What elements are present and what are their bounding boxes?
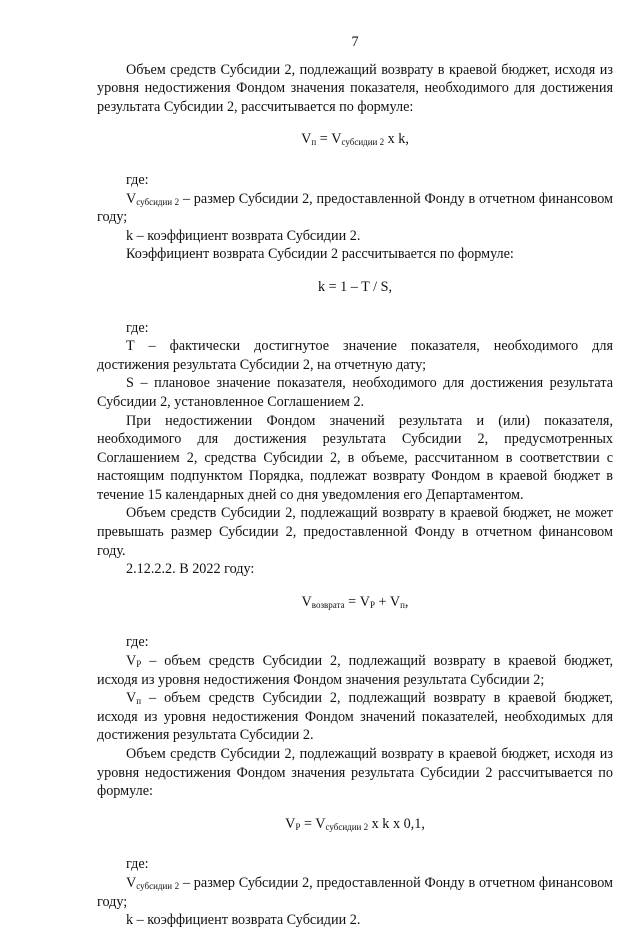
formula-vp: $V_п = V_{субсидии 2}$ x k, [301, 131, 409, 148]
definition-k: k – коэффициент возврата Субсидии 2. [126, 227, 361, 244]
definition-s: S – плановое значение показателя, необходимого для достижения результата Субсидии 2, установленное Соглашением 2. [97, 375, 613, 410]
definition-v-subsidy: $V_{субсидии 2}$ – размер Субсидии 2, предоставленной Фонду в отчетном финансовом году; [97, 190, 613, 226]
paragraph-4: Объем средств Субсидии 2, подлежащий возврату в краевой бюджет, не может превышать размер Субсидии 2, предоставленной Фонду в отчетном финансовом году. [97, 505, 613, 559]
definition-v-subsidy-2: $V_{субсидии 2}$ – размер Субсидии 2, предоставленной Фонду в отчетном финансовом году; [97, 874, 613, 910]
paragraph-3: При недостижении Фондом значений результата и (или) показателя, необходимого для достижения результата Субсидии 2, предусмотренных Соглашением 2, средства Субсидии 2, в объеме, рассчитанном в соответствии с настоящим подпунктом Порядка, подлежат возврату Фондом в краевой бюджет в течение 15 календарных дней со дня уведомления его Департаментом. [97, 412, 613, 503]
paragraph-5: 2.12.2.2. В 2022 году: [126, 561, 255, 578]
where-label-2: где: [126, 319, 149, 336]
definition-t: T – фактически достигнутое значение показателя, необходимого для достижения результата Субсидии 2, на отчетную дату; [97, 338, 613, 373]
formula-k: k = 1 – T / S, [317, 278, 393, 295]
definition-k-2: k – коэффициент возврата Субсидии 2. [126, 912, 361, 929]
page-number: 7 [351, 34, 359, 50]
paragraph-2: Коэффициент возврата Субсидии 2 рассчитывается по формуле: [126, 246, 514, 263]
paragraph-6: Объем средств Субсидии 2, подлежащий возврату в краевой бюджет, исходя из уровня недостижения Фондом значения результата Субсидии 2 рассчитывается по формуле: [97, 746, 613, 800]
where-label-4: где: [126, 856, 149, 873]
formula-v-return: $V_{возврата} = V_P + V_п$, [301, 593, 409, 610]
definition-vn: $V_п$ – объем средств Субсидии 2, подлежащий возврату в краевой бюджет, исходя из уровня недостижения Фондом значений показателей, необходимых для достижения результата Субсидии 2. [97, 690, 613, 744]
paragraph-1: Объем средств Субсидии 2, подлежащий возврату в краевой бюджет, исходя из уровня недостижения Фондом значения показателя, необходимого для достижения результата Субсидии 2, рассчитывается по формуле: [97, 61, 613, 115]
where-label-1: где: [126, 171, 149, 188]
formula-vr: $V_P = V_{субсидии 2}$ x k x 0,1, [285, 815, 425, 832]
definition-vr: $V_P$ – объем средств Субсидии 2, подлежащий возврату в краевой бюджет, исходя из уровня недостижения Фондом значения результата Субсидии 2; [97, 653, 613, 688]
where-label-3: где: [126, 634, 149, 651]
